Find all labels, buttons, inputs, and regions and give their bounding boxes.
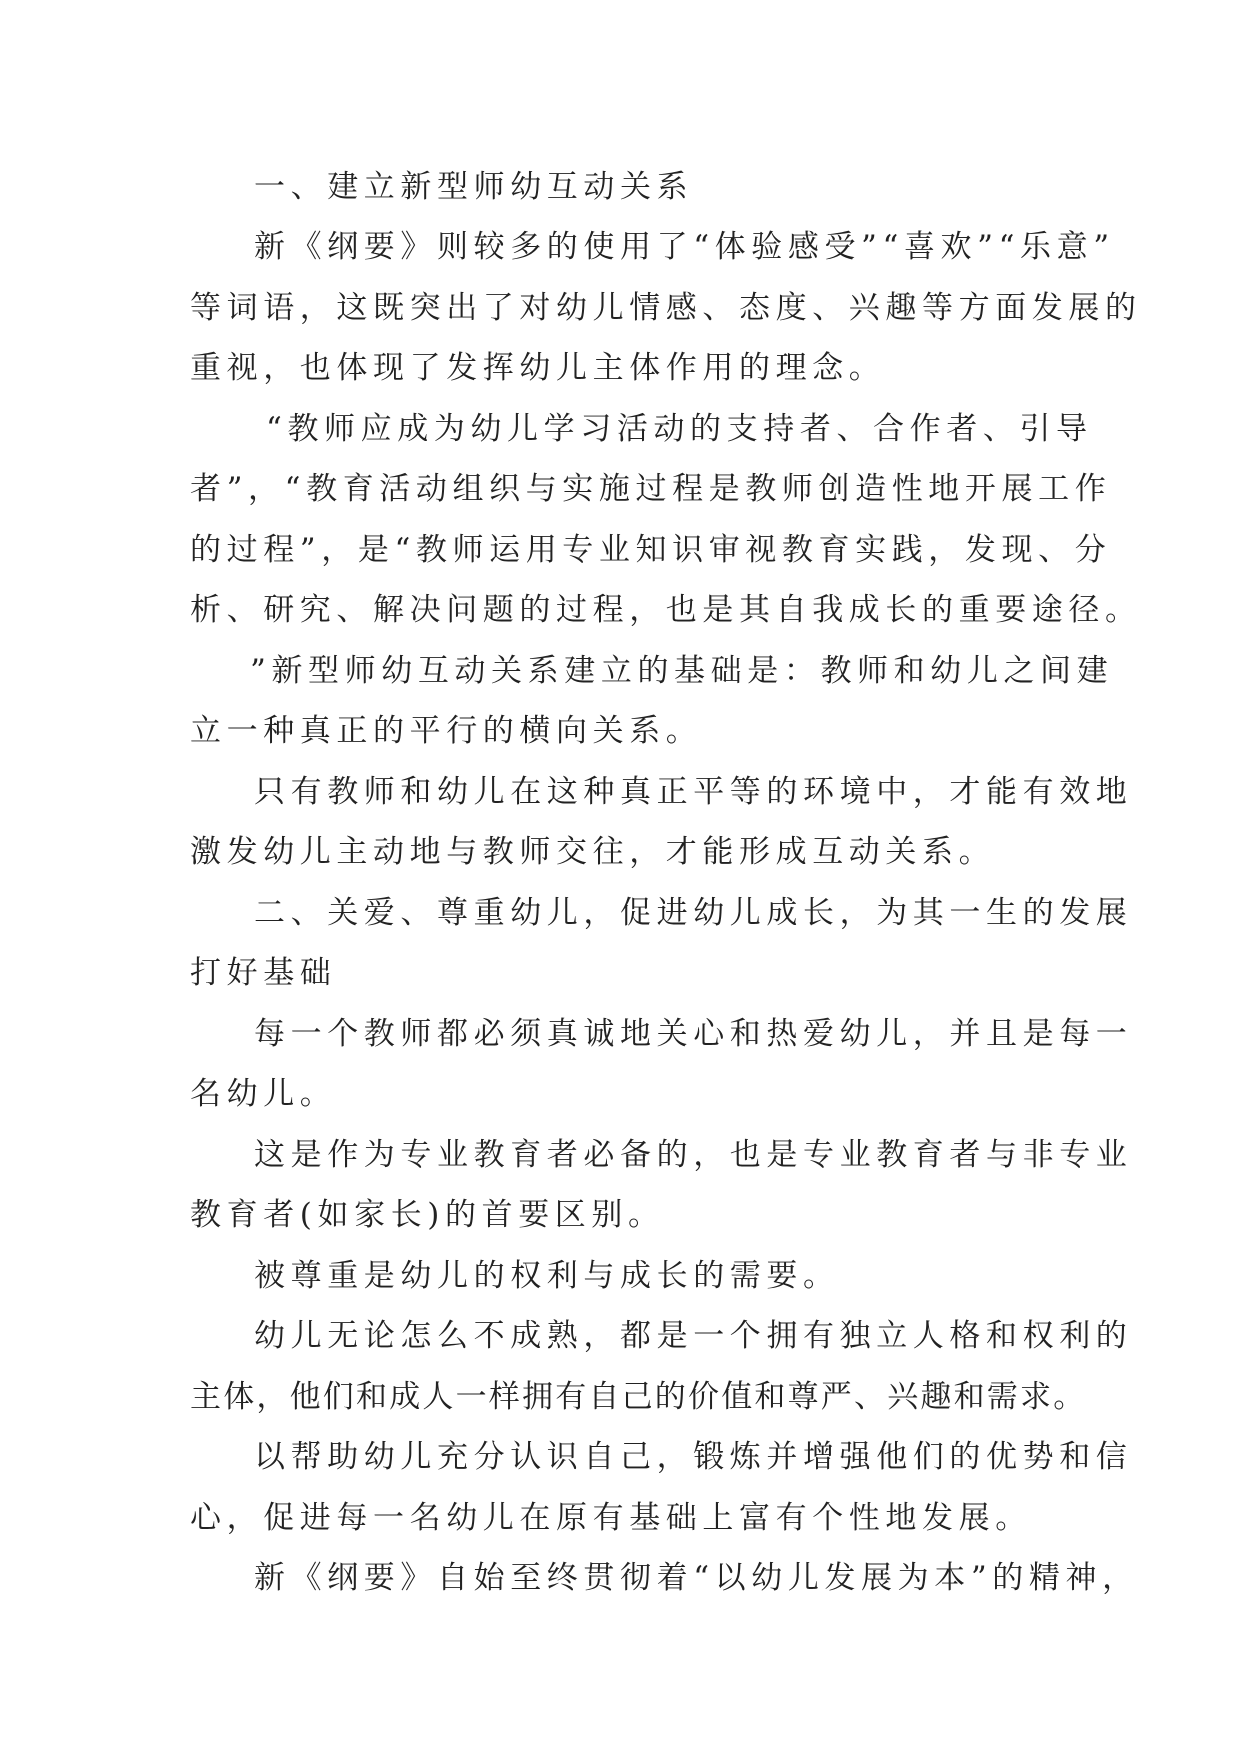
paragraph-line: 以帮助幼儿充分认识自己，锻炼并增强他们的优势和信 [254, 1439, 1133, 1475]
paragraph-line: 名幼儿。 [190, 1076, 337, 1112]
paragraph-line: “教师应成为幼儿学习活动的支持者、合作者、引导 [266, 411, 1093, 447]
paragraph-line: 重视，也体现了发挥幼儿主体作用的理念。 [190, 350, 886, 386]
paragraph-line: ”新型师幼互动关系建立的基础是：教师和幼儿之间建 [250, 653, 1114, 689]
paragraph-line: 教育者(如家长)的首要区别。 [190, 1197, 665, 1233]
paragraph-line: 激发幼儿主动地与教师交往，才能形成互动关系。 [190, 834, 996, 870]
paragraph-line: 这是作为专业教育者必备的，也是专业教育者与非专业 [254, 1137, 1133, 1173]
section-heading-2-cont: 打好基础 [190, 955, 337, 991]
paragraph-line: 析、研究、解决问题的过程，也是其自我成长的重要途径。 [190, 592, 1142, 628]
paragraph-line: 心，促进每一名幼儿在原有基础上富有个性地发展。 [190, 1500, 1032, 1536]
paragraph-line: 主体，他们和成人一样拥有自己的价值和尊严、兴趣和需求。 [190, 1379, 1087, 1415]
paragraph-line: 立一种真正的平行的横向关系。 [190, 713, 703, 749]
paragraph-line: 新《纲要》自始至终贯彻着“以幼儿发展为本”的精神， [254, 1560, 1139, 1596]
paragraph-line: 等词语，这既突出了对幼儿情感、态度、兴趣等方面发展的 [190, 290, 1142, 326]
paragraph-line: 的过程”，是“教师运用专业知识审视教育实践，发现、分 [190, 532, 1112, 568]
paragraph-line: 只有教师和幼儿在这种真正平等的环境中，才能有效地 [254, 774, 1133, 810]
paragraph-line: 者”，“教育活动组织与实施过程是教师创造性地开展工作 [190, 471, 1112, 507]
paragraph-line: 幼儿无论怎么不成熟，都是一个拥有独立人格和权利的 [254, 1318, 1133, 1354]
paragraph-line: 新《纲要》则较多的使用了“体验感受”“喜欢”“乐意” [254, 229, 1115, 265]
section-heading-1: 一、建立新型师幼互动关系 [254, 169, 694, 205]
paragraph-line: 被尊重是幼儿的权利与成长的需要。 [254, 1258, 840, 1294]
paragraph-line: 每一个教师都必须真诚地关心和热爱幼儿，并且是每一 [254, 1016, 1133, 1052]
section-heading-2: 二、关爱、尊重幼儿，促进幼儿成长，为其一生的发展 [254, 895, 1133, 931]
